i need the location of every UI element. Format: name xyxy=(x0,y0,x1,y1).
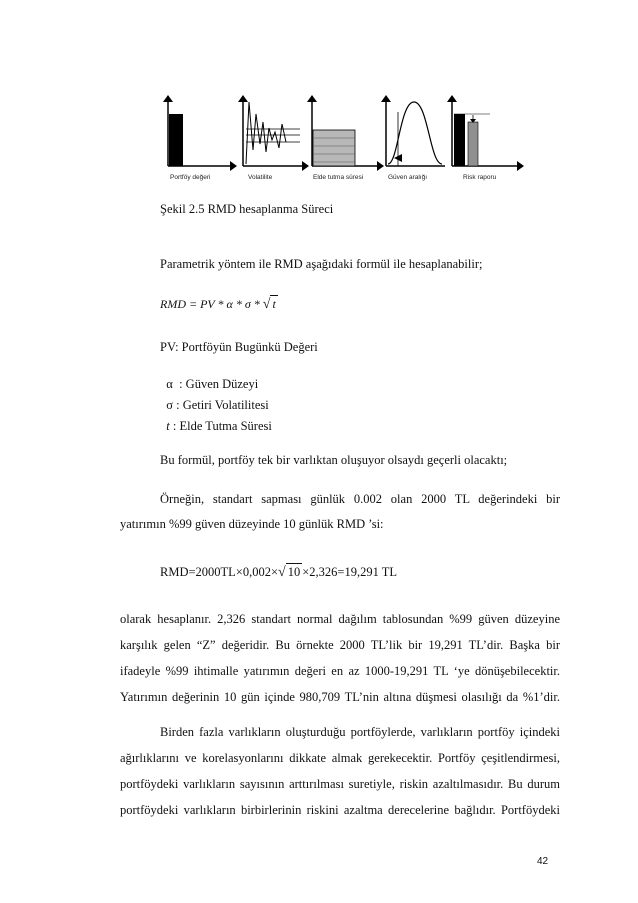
definition-text: : Portföyün Bugünkü Değeri xyxy=(175,340,318,354)
formula-note: Bu formül, portföy tek bir varlıktan oluşuyor olsaydı geçerli olacaktı; xyxy=(160,453,508,467)
paragraph-1-line-4: Yatırımın değerinin 10 gün içinde 980,709 TL’nin altına düşmesi olasılığı da %1’dir. xyxy=(120,690,560,704)
example-line-2: yatırımın %99 güven düzeyinde 10 günlük RMD ’si: xyxy=(120,517,384,531)
definition-t xyxy=(160,402,272,434)
calc-prefix: RMD=2000TL×0,002× xyxy=(160,565,279,579)
figure xyxy=(160,92,525,188)
formula-radicand: t xyxy=(272,297,276,311)
sqrt-sign: √ xyxy=(278,565,286,580)
formula-lhs: RMD = PV * α * σ * xyxy=(160,297,263,311)
definition-symbol: σ xyxy=(166,398,173,412)
var-calculation xyxy=(160,563,397,581)
definition-symbol: α xyxy=(166,377,173,391)
paragraph-1-line-1: olarak hesaplanır. 2,326 standart normal dağılım tablosundan %99 güven düzeyine xyxy=(120,612,560,626)
paragraph-2-line-3: portföydeki varlıkların sayısının arttırılması suretiyle, riskin azaltılmasıdır. Bu durum xyxy=(120,777,560,791)
panel-label-volatility: Volatilite xyxy=(248,174,273,181)
sqrt-sign: √ xyxy=(262,297,271,312)
calc-suffix: ×2,326=19,291 TL xyxy=(302,565,397,579)
definition-pv xyxy=(160,339,318,355)
bell-curve-icon xyxy=(381,95,445,166)
panel-label-holding-period: Elde tutma süresi xyxy=(313,174,364,181)
paragraph-2-line-4: portföydeki varlıkların birbirlerinin riskini azaltma derecelerine bağlıdır. Portföydeki xyxy=(120,803,560,817)
definition-text: : Getiri Volatilitesi xyxy=(173,398,269,412)
panel-label-risk-report: Risk raporu xyxy=(463,174,497,181)
paragraph-2-line-1: Birden fazla varlıkların oluşturduğu portföylerde, varlıkların portföy içindeki xyxy=(160,725,560,739)
var-formula xyxy=(160,295,278,313)
volatility-chart-icon xyxy=(238,95,309,171)
panel-label-portfolio-value: Portföy değeri xyxy=(170,174,211,181)
paragraph-1-line-2: karşılık gelen “Z” değeridir. Bu örnekte 2000 TL’lik bir 19,291 TL’dir. Başka bir xyxy=(120,638,560,652)
definition-symbol: t xyxy=(166,419,170,433)
intro-paragraph: Parametrik yöntem ile RMD aşağıdaki formül ile hesaplanabilir; xyxy=(160,257,483,271)
example-line-1: Örneğin, standart sapması günlük 0.002 olan 2000 TL değerindeki bir xyxy=(160,492,560,506)
paragraph-2-line-2: ağırlıklarını ve korelasyonlarını dikkate almak gerekecektir. Portföy çeşitlendirmesi, xyxy=(120,751,560,765)
page-number: 42 xyxy=(537,856,549,867)
paragraph-1-line-3: ifadeyle %99 ihtimalle yatırımın değeri en az 1000-19,291 TL ‘ye dönüşebilecektir. xyxy=(120,664,560,678)
definition-text: : Güven Düzeyi xyxy=(172,377,259,391)
calc-radicand: 10 xyxy=(287,565,301,579)
figure-caption: Şekil 2.5 RMD hesaplanma Süreci xyxy=(160,202,334,216)
bar-chart-icon xyxy=(163,95,237,171)
panel-label-confidence-interval: Güven aralığı xyxy=(388,174,428,181)
holding-period-icon xyxy=(307,95,384,171)
definition-text: : Elde Tutma Süresi xyxy=(169,419,272,433)
definition-symbol: PV xyxy=(160,340,176,354)
risk-report-icon xyxy=(447,95,524,171)
